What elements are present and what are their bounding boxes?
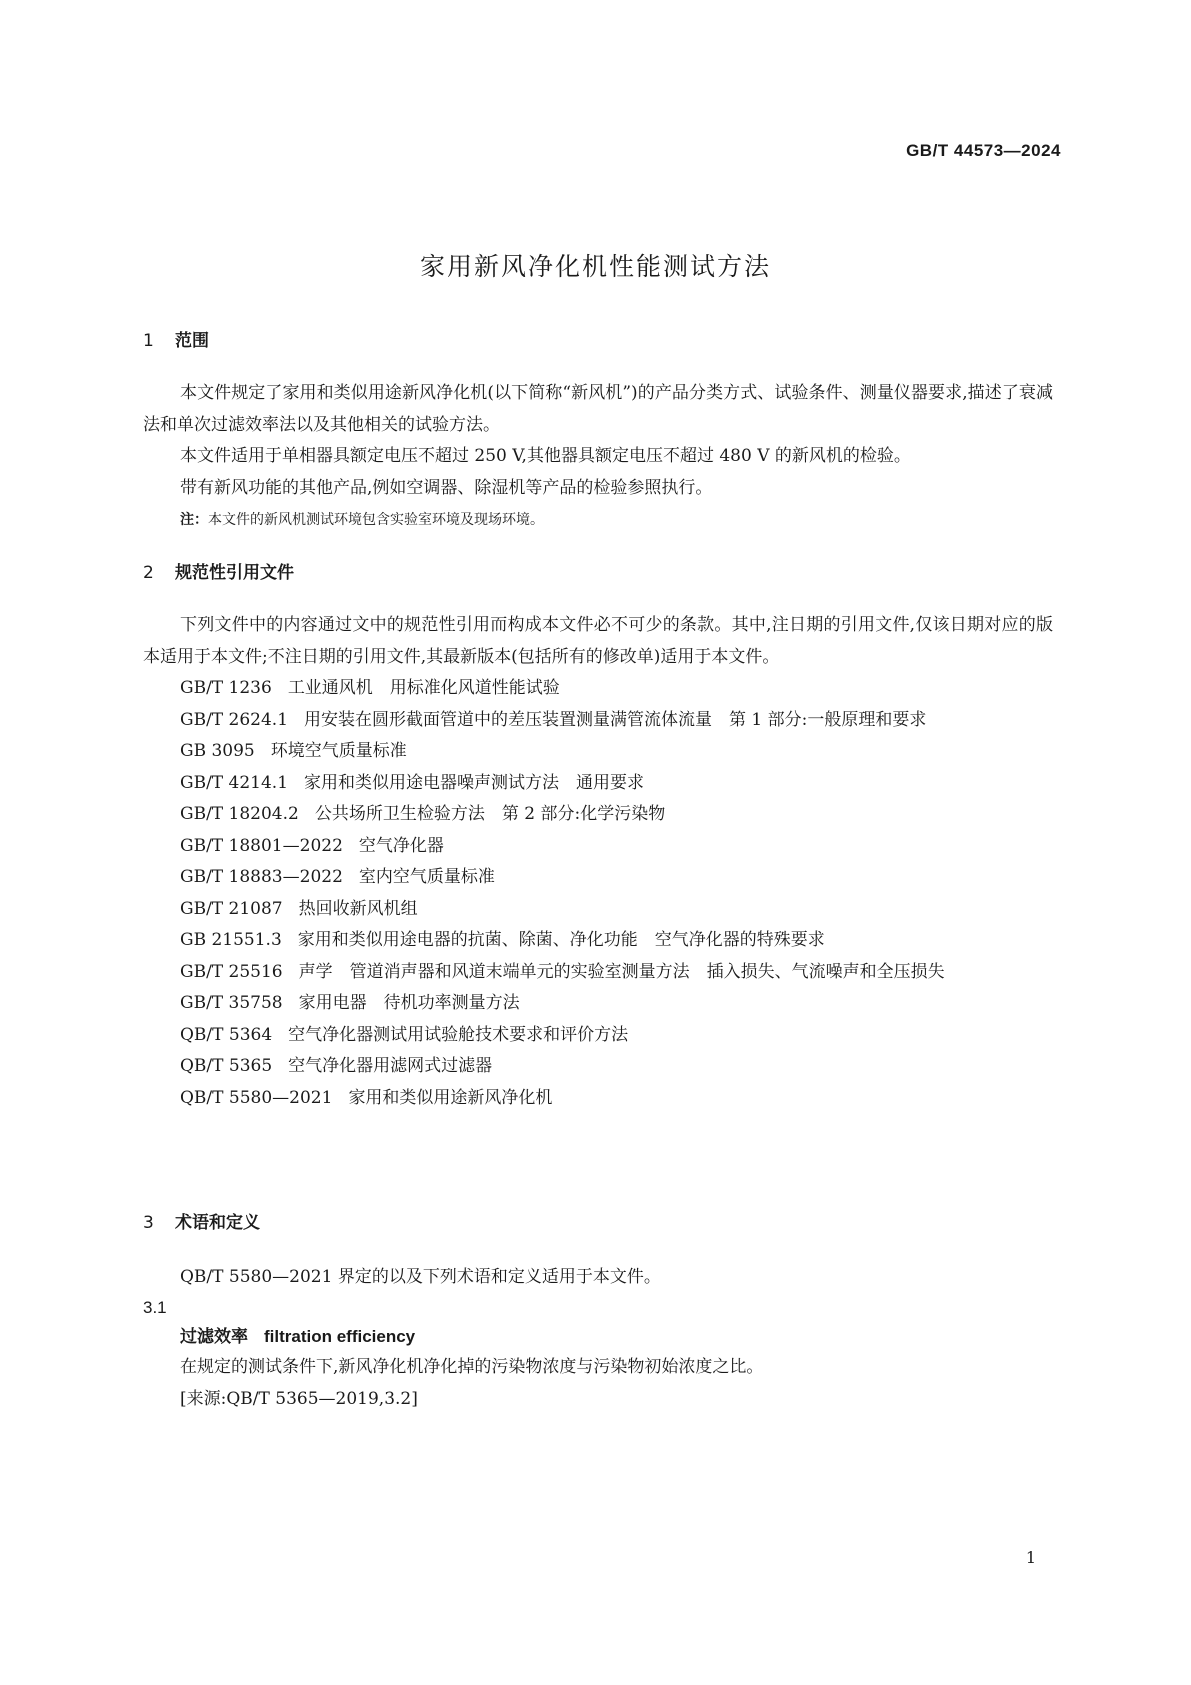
reference-title: 室内空气质量标准 [358, 867, 495, 887]
reference-item [143, 1083, 1053, 1115]
note-text: 本文件的新风机测试环境包含实验室环境及现场环境。 [208, 512, 544, 528]
reference-title: 工业通风机 用标准化风道性能试验 [287, 678, 560, 698]
reference-code: GB 21551.3 [180, 930, 282, 950]
reference-code: QB/T 5365 [180, 1056, 273, 1076]
reference-item [143, 862, 1053, 894]
reference-title: 空气净化器 [358, 835, 444, 856]
section-1-body [143, 378, 1053, 532]
reference-item [143, 799, 1053, 831]
section-title: 术语和定义 [175, 1213, 260, 1233]
reference-item [143, 1020, 1053, 1052]
term-number: 3.1 [143, 1298, 167, 1317]
section-title: 规范性引用文件 [175, 563, 294, 583]
reference-code: GB/T 18204.2 [180, 804, 299, 824]
reference-title: 空气净化器用滤网式过滤器 [288, 1056, 493, 1076]
page-number: 1 [1025, 1548, 1036, 1567]
reference-item [143, 831, 1053, 863]
reference-title: 家用和类似用途电器噪声测试方法 通用要求 [304, 772, 645, 793]
paragraph: QB/T 5580—2021 界定的以及下列术语和定义适用于本文件。 [180, 1267, 661, 1287]
section-number: 2 [143, 563, 154, 583]
reference-item [143, 1051, 1053, 1083]
reference-title: 环境空气质量标准 [270, 741, 407, 761]
term-en: filtration efficiency [264, 1327, 416, 1346]
reference-code: QB/T 5364 [180, 1024, 273, 1045]
reference-code: GB/T 2624.1 [180, 709, 289, 730]
term-source: [来源:QB/T 5365—2019,3.2] [180, 1388, 418, 1409]
section-2-body [143, 610, 1053, 1114]
section-title: 范围 [175, 331, 209, 351]
reference-title: 热回收新风机组 [298, 898, 418, 919]
reference-title: 家用和类似用途新风净化机 [348, 1087, 553, 1108]
note-label: 注： [180, 512, 208, 528]
section-2-heading [143, 558, 294, 583]
section-number: 1 [143, 331, 154, 351]
paragraph: 下列文件中的内容通过文中的规范性引用而构成本文件必不可少的条款。其中,注日期的引用文件,仅该日期对应的版本适用于本文件;不注日期的引用文件,其最新版本(包括所有的修改单)适用于本文件。 [143, 615, 1053, 667]
reference-title: 家用电器 待机功率测量方法 [298, 993, 520, 1013]
reference-code: GB/T 21087 [180, 898, 283, 919]
reference-code: GB/T 18801—2022 [180, 835, 343, 856]
section-3-intro [143, 1262, 1053, 1294]
reference-code: GB/T 25516 [180, 961, 283, 982]
reference-item [143, 736, 1053, 768]
reference-code: GB/T 35758 [180, 993, 283, 1013]
section-3-heading [143, 1208, 260, 1233]
paragraph: 本文件规定了家用和类似用途新风净化机(以下简称“新风机”)的产品分类方式、试验条件、测量仪器要求,描述了衰减法和单次过滤效率法以及其他相关的试验方法。 [143, 383, 1053, 435]
reference-item [143, 705, 1053, 737]
reference-title: 用安装在圆形截面管道中的差压装置测量满管流体流量 第 1 部分:一般原理和要求 [304, 709, 927, 730]
reference-code: GB 3095 [180, 741, 255, 761]
reference-item [143, 768, 1053, 800]
reference-title: 家用和类似用途电器的抗菌、除菌、净化功能 空气净化器的特殊要求 [297, 930, 825, 950]
reference-code: GB/T 18883—2022 [180, 867, 343, 887]
document-code: GB/T 44573—2024 [906, 141, 1061, 160]
reference-code: GB/T 1236 [180, 678, 272, 698]
paragraph: 带有新风功能的其他产品,例如空调器、除湿机等产品的检验参照执行。 [180, 477, 713, 498]
reference-code: GB/T 4214.1 [180, 772, 289, 793]
document-title: 家用新风净化机性能测试方法 [419, 252, 771, 281]
reference-item [143, 925, 1053, 957]
reference-title: 空气净化器测试用试验舱技术要求和评价方法 [288, 1024, 629, 1045]
term-heading [180, 1322, 1053, 1352]
reference-item [143, 673, 1053, 705]
reference-title: 公共场所卫生检验方法 第 2 部分:化学污染物 [314, 804, 666, 824]
reference-item [143, 894, 1053, 926]
section-1-heading [143, 326, 209, 351]
term-entry [143, 1322, 1053, 1415]
reference-title: 声学 管道消声器和风道末端单元的实验室测量方法 插入损失、气流噪声和全压损失 [298, 961, 945, 982]
term-zh: 过滤效率 [180, 1327, 248, 1347]
reference-list [143, 673, 1053, 1114]
section-number: 3 [143, 1213, 154, 1233]
reference-item [143, 988, 1053, 1020]
reference-code: QB/T 5580—2021 [180, 1087, 333, 1108]
paragraph: 本文件适用于单相器具额定电压不超过 250 V,其他器具额定电压不超过 480 V 的新风机的检验。 [180, 446, 911, 466]
note [143, 508, 1053, 532]
term-definition: 在规定的测试条件下,新风净化机净化掉的污染物浓度与污染物初始浓度之比。 [180, 1357, 764, 1377]
reference-item [143, 957, 1053, 989]
